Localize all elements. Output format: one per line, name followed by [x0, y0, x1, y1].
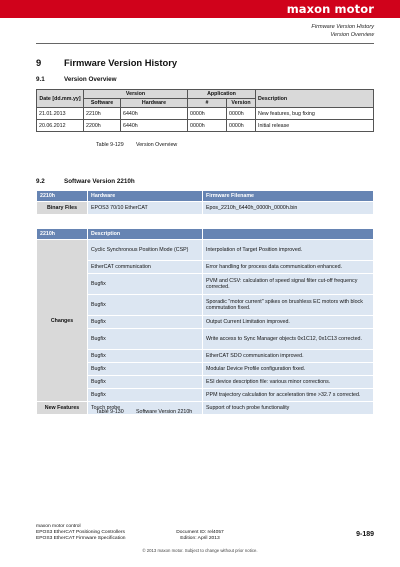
table-row	[37, 402, 374, 415]
change-desc: Write access to Sync Manager objects 0x1C12, 0x1C13 corrected.	[203, 329, 374, 350]
changes-table	[36, 228, 374, 415]
page-number: 9-189	[356, 531, 374, 538]
section-title: Version Overview	[64, 76, 117, 83]
col-application: Application	[188, 90, 256, 99]
cell-hardware: 6440h	[121, 108, 188, 120]
change-desc: PPM trajectory calculation for acceleration time >32.7 s corrected.	[203, 389, 374, 402]
col-description: Description	[88, 229, 203, 240]
chapter-number: 9	[36, 57, 42, 68]
caption-number: Table 9-129	[96, 142, 124, 148]
chapter-title: Firmware Version History	[64, 57, 178, 68]
cell-filename: Epos_2210h_6440h_0000h_0000h.bin	[203, 202, 374, 215]
section-number: 9.1	[36, 76, 45, 83]
section-heading-version-overview	[36, 76, 117, 83]
table-row	[37, 376, 374, 389]
feature-item: Touch probe	[88, 402, 203, 415]
cell-hardware: EPOS3 70/10 EtherCAT	[88, 202, 203, 215]
col-app-version: Version	[227, 99, 256, 108]
change-desc: Output Current Limitation improved.	[203, 316, 374, 329]
table-row	[37, 240, 374, 261]
table-row	[37, 316, 374, 329]
cell-description: New features, bug fixing	[256, 108, 374, 120]
change-item: Cyclic Synchronous Position Mode (CSP)	[88, 240, 203, 261]
table-row	[37, 261, 374, 274]
change-desc: Sporadic "motor current" spikes on brushless EC motors with block commutation fixed.	[203, 295, 374, 316]
change-item: Bugfix	[88, 350, 203, 363]
running-head	[311, 23, 374, 39]
col-firmware-filename: Firmware Filename	[203, 191, 374, 202]
col-hardware: Hardware	[121, 99, 188, 108]
feature-desc: Support of touch probe functionality	[203, 402, 374, 415]
cell-app-version: 0000h	[227, 120, 256, 132]
change-item: Bugfix	[88, 389, 203, 402]
footer-product: EPOS3 EtherCAT Positioning Controllers	[36, 530, 125, 536]
col-detail	[203, 229, 374, 240]
version-overview-table	[36, 89, 374, 132]
change-item: Bugfix	[88, 363, 203, 376]
row-label-new-features: New Features	[37, 402, 88, 415]
change-desc: PVM and CSV: calculation of speed signal filter cut-off frequency corrected.	[203, 274, 374, 295]
running-head-line2: Version Overview	[330, 32, 374, 38]
footer-left	[36, 524, 126, 543]
brand-logo: maxon motor	[286, 2, 374, 16]
section-title: Software Version 2210h	[64, 178, 135, 185]
cell-app: 0000h	[188, 108, 227, 120]
change-item: Bugfix	[88, 316, 203, 329]
change-desc: Modular Device Profile configuration fixed.	[203, 363, 374, 376]
change-desc: Interpolation of Target Position improved.	[203, 240, 374, 261]
col-2210h: 2210h	[37, 229, 88, 240]
change-item: EtherCAT communication	[88, 261, 203, 274]
cell-date: 20.06.2012	[37, 120, 84, 132]
cell-software: 2200h	[84, 120, 121, 132]
change-desc: Error handling for process data communication enhanced.	[203, 261, 374, 274]
table-row	[37, 274, 374, 295]
footer-copyright: © 2013 maxon motor. Subject to change without prior notice.	[142, 548, 258, 553]
header-divider	[36, 43, 374, 44]
col-2210h: 2210h	[37, 191, 88, 202]
row-label-changes: Changes	[37, 240, 88, 402]
section-number: 9.2	[36, 178, 45, 185]
footer-edition: Edition: April 2013	[180, 536, 220, 542]
section-heading-software-version	[36, 178, 135, 185]
cell-app: 0000h	[188, 120, 227, 132]
table-row	[37, 389, 374, 402]
row-label-binary-files: Binary Files	[37, 202, 88, 215]
change-item: Bugfix	[88, 329, 203, 350]
col-date: Date [dd.mm.yy]	[37, 90, 84, 108]
col-app-number: #	[188, 99, 227, 108]
cell-date: 21.01.2013	[37, 108, 84, 120]
cell-software: 2210h	[84, 108, 121, 120]
cell-description: Initial release	[256, 120, 374, 132]
footer-company: maxon motor control	[36, 524, 81, 529]
col-software: Software	[84, 99, 121, 108]
caption-text: Version Overview	[136, 142, 178, 148]
table-row	[37, 108, 374, 120]
running-head-line1: Firmware Version History	[311, 24, 374, 30]
cell-hardware: 6440h	[121, 120, 188, 132]
table-row	[37, 295, 374, 316]
table-caption-version-overview	[96, 142, 177, 148]
change-item: Bugfix	[88, 376, 203, 389]
col-description: Description	[256, 90, 374, 108]
table-row	[37, 350, 374, 363]
change-desc: EtherCAT SDO communication improved.	[203, 350, 374, 363]
table-caption-software-version	[96, 409, 192, 415]
footer-doc-id: Document ID: rel4057	[176, 530, 224, 535]
footer-document: EPOS3 EtherCAT Firmware Specification	[36, 536, 126, 542]
col-version: Version	[84, 90, 188, 99]
change-desc: ESI device description file: various minor corrections.	[203, 376, 374, 389]
caption-text: Software Version 2210h	[136, 409, 193, 415]
table-row	[37, 120, 374, 132]
table-row	[37, 363, 374, 376]
change-item: Bugfix	[88, 274, 203, 295]
col-hardware: Hardware	[88, 191, 203, 202]
caption-number: Table 9-130	[96, 409, 124, 415]
footer-center	[140, 530, 260, 542]
cell-app-version: 0000h	[227, 108, 256, 120]
binary-files-table	[36, 190, 374, 215]
brand-bar	[0, 0, 400, 18]
chapter-heading	[36, 57, 177, 68]
change-item: Bugfix	[88, 295, 203, 316]
table-row	[37, 329, 374, 350]
